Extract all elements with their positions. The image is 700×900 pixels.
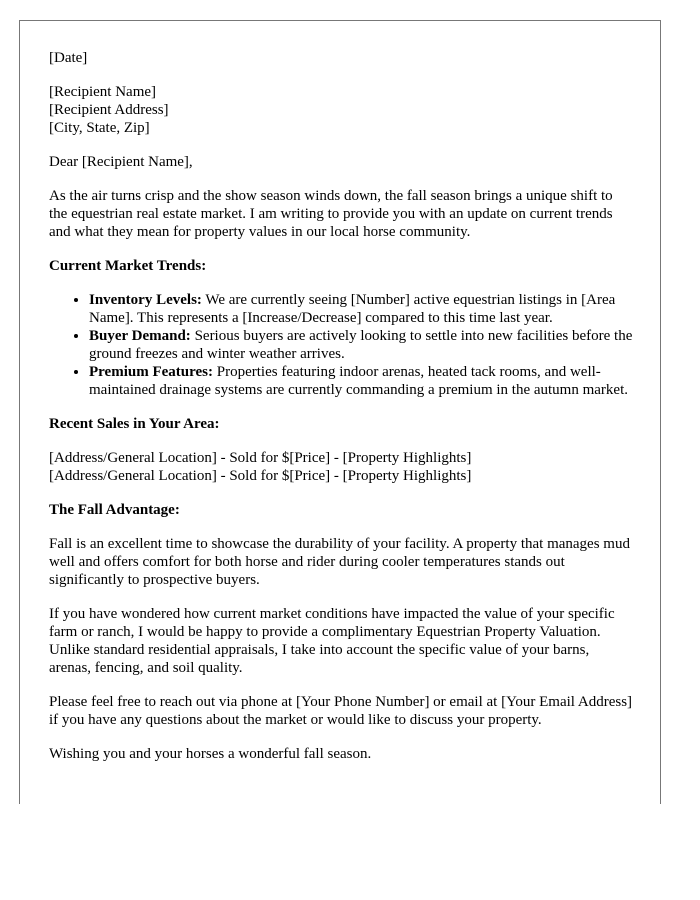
list-item-label: Inventory Levels:: [89, 292, 202, 308]
valuation-offer-paragraph: If you have wondered how current market conditions have impacted the value of your specific farm or ranch, I would be happy to provide a complimentary Equestrian Property Valuation. Unlike standard residential appraisals, I take into account the specific value of your barns, arenas, fencing, and soil quality.: [49, 606, 615, 676]
recipient-block: [49, 83, 634, 137]
contact-paragraph: Please feel free to reach out via phone at [Your Phone Number] or email at [Your Email Address] if you have any questions about the market or would like to discuss your property.: [49, 694, 633, 728]
list-item: [89, 363, 634, 399]
list-item-text: We are currently seeing [Number] active equestrian listings in [Area Name]. This represents a [Increase/Decrease] compared to this time last year.: [89, 292, 616, 326]
list-item-label: Premium Features:: [89, 364, 213, 380]
sale-line: [Address/General Location] - Sold for $[Price] - [Property Highlights]: [49, 468, 472, 484]
recent-sales-heading: Recent Sales in Your Area:: [49, 416, 220, 432]
intro-paragraph: As the air turns crisp and the show season winds down, the fall season brings a unique shift to the equestrian real estate market. I am writing to provide you with an update on current trends and what they mean for property values in our local horse community.: [49, 188, 613, 240]
list-item: [89, 291, 634, 327]
recipient-name: [Recipient Name]: [49, 84, 157, 100]
list-item-label: Buyer Demand:: [89, 328, 191, 344]
list-item: [89, 327, 634, 363]
letter-body: [49, 49, 634, 779]
sale-line: [Address/General Location] - Sold for $[Price] - [Property Highlights]: [49, 450, 472, 466]
salutation: Dear [Recipient Name],: [49, 154, 193, 170]
list-item-text: Serious buyers are actively looking to settle into new facilities before the ground freezes and winter weather arrives.: [89, 328, 633, 362]
fall-advantage-paragraph: Fall is an excellent time to showcase the durability of your facility. A property that manages mud well and offers comfort for both horse and rider during cooler temperatures stands out significantly to prospective buyers.: [49, 536, 630, 588]
recipient-city-state-zip: [City, State, Zip]: [49, 120, 150, 136]
recent-sales-block: [49, 449, 634, 485]
list-item-text: Properties featuring indoor arenas, heated tack rooms, and well-maintained drainage systems are currently commanding a premium in the autumn market.: [89, 364, 628, 398]
closing-line: Wishing you and your horses a wonderful fall season.: [49, 746, 372, 762]
fall-advantage-heading: The Fall Advantage:: [49, 502, 180, 518]
market-trends-heading: Current Market Trends:: [49, 258, 207, 274]
market-trends-list: [49, 291, 634, 399]
letter-date: [Date]: [49, 50, 88, 66]
recipient-address: [Recipient Address]: [49, 102, 169, 118]
letter-page: [19, 20, 661, 804]
